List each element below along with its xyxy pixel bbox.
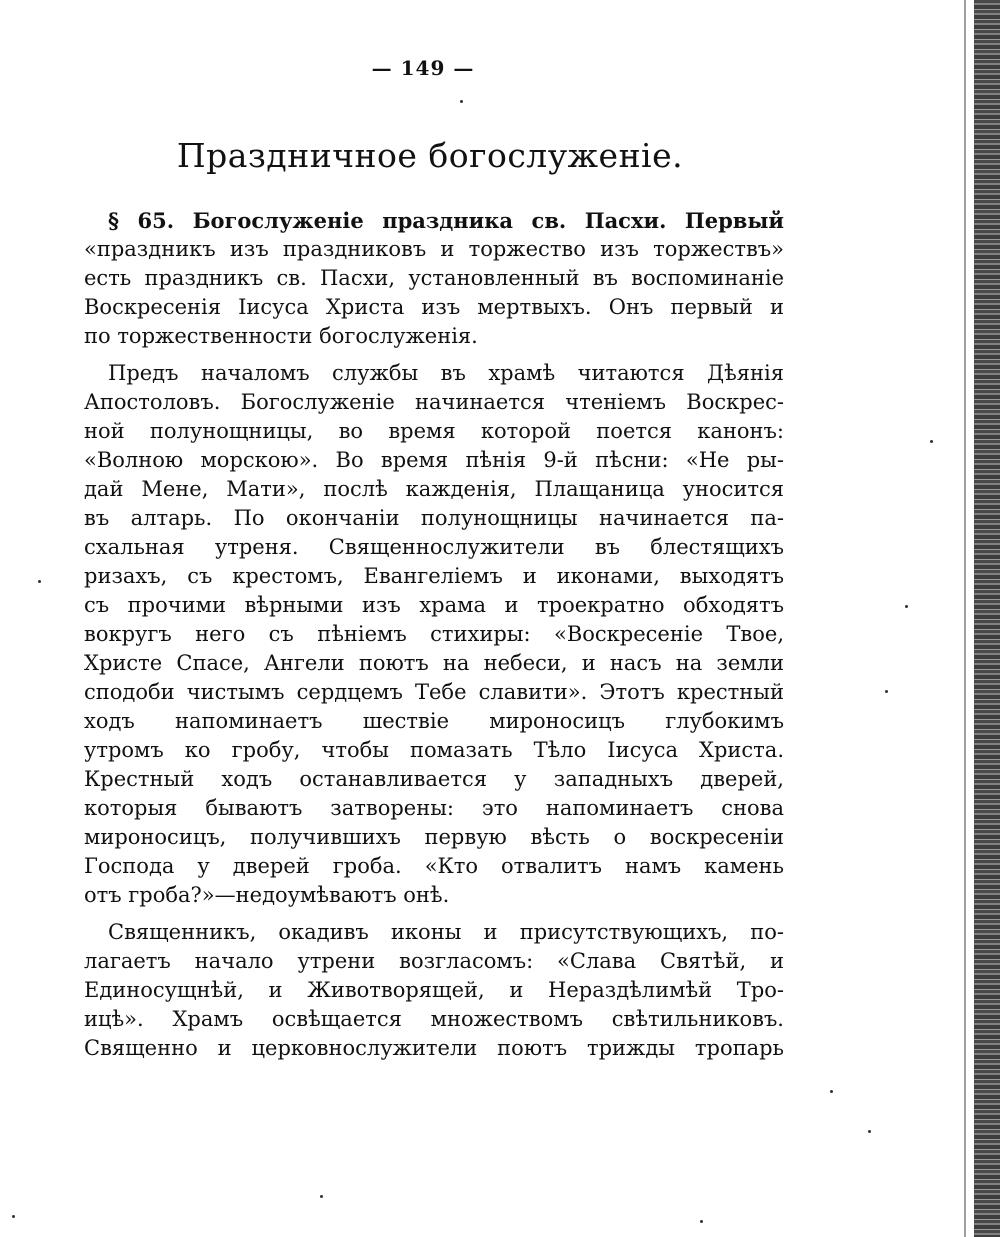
page-edge-scan-strip <box>974 0 1000 1237</box>
section-heading: § 65. Богослуженіе праздника св. Пасхи. Первый <box>108 208 784 233</box>
text-line: лагаетъ начало утрени возгласомъ: «Слава Святѣй, и <box>84 949 784 973</box>
text-line: ицѣ». Храмъ освѣщается множествомъ свѣтильниковъ. <box>84 1007 784 1031</box>
text-line: въ алтарь. По окончаніи полунощницы начинается па- <box>84 506 784 530</box>
paragraph-3 <box>84 918 784 1063</box>
text-line: Господа у дверей гроба. «Кто отвалитъ намъ камень <box>84 854 784 878</box>
text-line: вокругъ него съ пѣніемъ стихиры: «Воскресеніе Твое, <box>84 622 784 646</box>
body-text <box>84 206 784 1063</box>
text-line: схальная утреня. Священнослужители въ блестящихъ <box>84 535 784 559</box>
text-line: ной полунощницы, во время которой поется канонъ: <box>84 419 784 443</box>
scan-speck <box>885 690 888 693</box>
text-line: которыя бываютъ затворены: это напоминаетъ снова <box>84 796 784 820</box>
text-line: сподоби чистымъ сердцемъ Тебе славити». Этотъ крестный <box>84 680 784 704</box>
scan-speck <box>830 1090 833 1093</box>
text-line: ризахъ, съ крестомъ, Евангеліемъ и иконами, выходятъ <box>84 564 784 588</box>
text-line: Воскресенія Іисуса Христа изъ мертвыхъ. Онъ первый и <box>84 295 784 319</box>
paragraph-2 <box>84 359 784 910</box>
page-number: — 149 — <box>371 56 475 80</box>
scan-speck <box>700 1220 703 1223</box>
text-line: Крестный ходъ останавливается у западныхъ дверей, <box>84 767 784 791</box>
paragraph-1 <box>84 206 784 351</box>
text-line: мироносицъ, получившихъ первую вѣсть о воскресеніи <box>84 825 784 849</box>
text-line: Христе Спасе, Ангели поютъ на небеси, и насъ на земли <box>84 651 784 675</box>
scan-speck <box>38 580 41 583</box>
scan-speck <box>12 1215 15 1218</box>
scan-speck <box>320 1195 323 1198</box>
text-line: «Волною морскою». Во время пѣнія 9-й пѣсни: «Не ры- <box>84 448 784 472</box>
text-line: дай Мене, Мати», послѣ кажденія, Плащаница уносится <box>84 477 784 501</box>
text-line: съ прочими вѣрными изъ храма и троекратно обходятъ <box>84 593 784 617</box>
scan-speck <box>868 1130 871 1133</box>
text-line: отъ гроба?»—недоумѣваютъ онѣ. <box>84 883 450 907</box>
text-line: Священно и церковнослужители поютъ трижды тропарь <box>84 1036 784 1060</box>
text-line: Предъ началомъ службы въ храмѣ читаются Дѣянія <box>108 361 784 385</box>
scan-speck <box>905 605 908 608</box>
text-line: ходъ напоминаетъ шествіе мироносицъ глубокимъ <box>84 709 784 733</box>
text-line: утромъ ко гробу, чтобы помазать Тѣло Іисуса Христа. <box>84 738 784 762</box>
text-line: по торжественности богослуженія. <box>84 324 478 348</box>
scan-speck <box>460 100 463 103</box>
text-line: Священникъ, окадивъ иконы и присутствующихъ, по- <box>108 920 784 944</box>
text-line: есть праздникъ св. Пасхи, установленный въ воспоминаніе <box>84 266 784 290</box>
paragraph-gap <box>84 910 784 918</box>
text-line: Апостоловъ. Богослуженіе начинается чтеніемъ Воскрес- <box>84 390 784 414</box>
text-line: «праздникъ изъ праздниковъ и торжество изъ торжествъ» <box>84 237 784 261</box>
text-line: Единосущнѣй, и Животворящей, и Нераздѣлимѣй Тро- <box>84 978 784 1002</box>
binding-shadow-line <box>964 0 966 1237</box>
text-line <box>84 206 784 235</box>
scan-speck <box>930 440 933 443</box>
chapter-title: Праздничное богослуженіе. <box>176 136 684 175</box>
paragraph-gap <box>84 351 784 359</box>
